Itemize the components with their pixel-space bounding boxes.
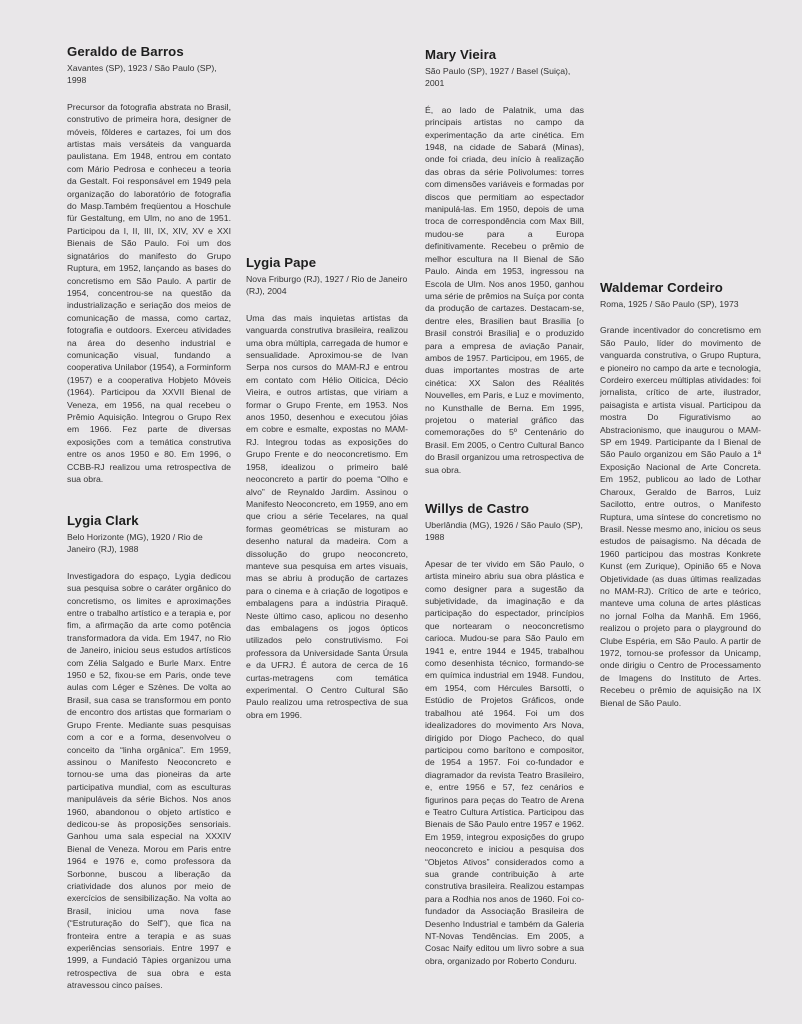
artist-biography: Uma das mais inquietas artistas da vanguarda construtiva brasileira, realizou uma obra múltipla, carregada de humor e sensualidade. Aproximou-se de Ivan Serpa nos cursos do MAM-RJ e entrou em contato com Hélio Oiticica, Décio Vieira, e outros artistas, que viriam a formar o Grupo Frente, em 1953. Nos anos 1950, desenhou e executou jóias em cobre e esmalte, expostas no MAM-RJ. Integrou todas as exposições do Grupo Frente e do neoconcretismo. Em 1958, idealizou o primeiro balé neoconcreto a partir do poema “Olho e alvo” de Reynaldo Jardim. Assinou o Manifesto Neoconcreto, em 1959, ano em que criou a série Tecelares, na qual formas geométricas se misturam ao desenho natural da madeira. Com a dissolução do grupo neoconcreto, manteve sua pesquisa em artes visuais, mas se abriu à produção de cartazes para o cinema e à criação de logotipos e embalagens para a indústria Piraquê. Neste último caso, aplicou no desenho das embalagens os jogos ópticos utilizados pelo construtivismo. Foi professora da Universidade Santa Úrsula e da UFRJ. É autora de cerca de 16 curtas-metragens com temática experimental. O Centro Cultural São Paulo realizou uma retrospectiva de sua obra em 1996. — [246, 312, 408, 720]
artist-birth-death: Roma, 1925 / São Paulo (SP), 1973 — [600, 299, 739, 309]
artist-biography: É, ao lado de Palatnik, uma das principais artistas no campo da experimentação da arte cinética. Em 1948, na cidade de Sabará (Minas), onde foi criada, deu início à realização das obras da série Polivolumes: torres com dimensões variáveis e formadas por discos que permitiam ao espectador manipulá-las. Em 1950, depois de uma troca de correspondência com Max Bill, mudou-se para a Europa definitivamente. Recebeu o prêmio de melhor escultura na II Bienal de São Paulo. Ainda em 1953, ingressou na Escola de Ulm. Nos anos 1950, ganhou uma série de prêmios na Suíça por conta da produção de cartazes. Destacam-se, dentre eles, Brasilien baut Brasilia [o Brasil constrói Brasília] e o produzido para a empresa de aviação Panair, ambos de 1957. Participou, em 1965, de duas importantes mostras de arte cinética: XX Salon des Réalités Nouvelles, em Paris, e Luz e movimento, no Kunsthalle de Berna. Em 1995, projetou o material gráfico das comemorações do 5º Centenário do Brasil. Em 2005, o Centro Cultural Banco do Brasil organizou uma retrospectiva de sua obra. — [425, 104, 584, 475]
entry-geraldo-de-barros — [67, 44, 231, 485]
artist-biography: Precursor da fotografia abstrata no Brasil, construtivo de primeira hora, designer de móveis, fôlderes e cartazes, foi um dos artistas mais versáteis da vanguarda paulistana. Em 1948, entrou em contato com Mário Pedrosa e conheceu a teoria da Gestalt. Foi responsável em 1949 pela organização do laboratório de fotografia do Masp.Também freqüentou a Hoschule für Gestaltung, em Ulm, no ano de 1951. Participou da I, II, III, IX, XIV, XV e XXI Bienais de São Paulo. Foi um dos signatários do manifesto do Grupo Ruptura, em 1952, lançando as bases do concretismo em São Paulo. A partir de 1954, concentrou-se na questão da industrialização e seriação dos meios de comunicação de massa, como cartaz, fotografia e outdoors. Exerceu atividades na área do desenho industrial e comunicação visual, fundando a cooperativa Unilabor (1954), a Forminform (1957) e a cooperativa Hobjeto Móveis (1964). Participou da XXVII Bienal de Veneza, em 1956, na qual recebeu o Prêmio Aquisição. Integrou o Grupo Rex em 1966. Fez parte de diversas exposições com a temática construtiva entre os anos 1950 e 80. Em 1996, o CCBB-RJ realizou uma retrospectiva de sua obra. — [67, 101, 231, 484]
artist-biography: Apesar de ter vivido em São Paulo, o artista mineiro abriu sua obra plástica e como designer para a sugestão da subjetividade, da imaginação e da participação do espectador, princípios que nortearam o neoconcretismo carioca. Mudou-se para São Paulo em 1941 e, entre 1944 e 1945, trabalhou como desenhista técnico, formando-se em química industrial em 1948. Fundou, em 1954, com Hércules Barsotti, o Estúdio de Projetos Gráficos, onde trabalhou até 1964. Foi um dos idealizadores do movimento Ars Nova, dirigido por Diogo Pacheco, do qual participou como barítono e compositor, de 1954 a 1957. Foi co-fundador e diagramador da revista Teatro Brasileiro, e, entre 1956 e 57, fez cenários e figurinos para peças do Teatro de Arena e Teatro Cultura Artística. Participou das Bienais de São Paulo entre 1957 e 1962. Em 1959, integrou exposições do grupo neoconcreto e iniciou a pesquisa dos “Objetos Ativos” considerados como a sua grande contribuição à arte construtiva brasileira. Realizou estampas para a Rodhia nos anos de 1960. Foi co-fundador da Associação Brasileira de Desenho Industrial e também da Galeria NT-Novas Tendências. Em 2005, a Cosac Naify editou um livro sobre a sua obra, organizado por Roberto Conduru. — [425, 558, 584, 966]
artist-name: Geraldo de Barros — [67, 44, 184, 59]
artist-name: Lygia Clark — [67, 513, 139, 528]
artist-name: Lygia Pape — [246, 255, 317, 270]
entry-willys-de-castro — [425, 501, 584, 967]
artist-name: Willys de Castro — [425, 501, 530, 516]
artist-birth-death: Nova Friburgo (RJ), 1927 / Rio de Janeiro (RJ), 2004 — [246, 274, 408, 297]
artist-name: Mary Vieira — [425, 47, 497, 62]
entry-waldemar-cordeiro — [600, 280, 761, 709]
artist-biography: Grande incentivador do concretismo em São Paulo, líder do movimento de vanguarda construtiva, o Grupo Ruptura, e pioneiro no campo da arte e tecnologia, Cordeiro exerceu múltiplas atividades: foi jornalista, crítico de arte, ilustrador, paisagista e artista visual. Participou da mostra Do Figurativismo ao Abstracionismo, que inaugurou o MAM-SP em 1949. Participante da I Bienal de São Paulo organizou em São Paulo a 1ª Exposição Nacional de Arte Concreta. Em 1952, publicou ao lado de Lothar Charoux, Geraldo de Barros, Luiz Sacilotto, entre outros, o Manifesto Ruptura, uma síntese do concretismo no Brasil. Nesse mesmo ano, iniciou os seus estudos de paisagismo. Na década de 1960 participou das mostras Konkrete Kunst (em Zurique), Opinião 65 e Nova Objetividade (as duas últimas realizadas no MAM-RJ). Crítico de arte e teórico, manteve uma coluna de artes plásticas no jornal Folha da Manhã. Em 1966, realizou o projeto para o playground do Clube Espéria, em São Paulo. A partir de 1972, tornou-se professor da Unicamp, onde dirigiu o Centro de Processamento de Imagens do Instituto de Artes. Recebeu o prêmio de aquisição na IX Bienal de São Paulo. — [600, 325, 761, 708]
artist-birth-death: São Paulo (SP), 1927 / Basel (Suiça), 2001 — [425, 66, 571, 89]
entry-lygia-pape — [246, 255, 408, 721]
artist-birth-death: Uberlândia (MG), 1926 / São Paulo (SP), 1988 — [425, 520, 583, 543]
entry-mary-vieira — [425, 47, 584, 476]
artist-birth-death: Belo Horizonte (MG), 1920 / Rio de Janeiro (RJ), 1988 — [67, 532, 203, 555]
entry-lygia-clark — [67, 513, 231, 992]
artist-name: Waldemar Cordeiro — [600, 280, 723, 295]
artist-birth-death: Xavantes (SP), 1923 / São Paulo (SP), 1998 — [67, 63, 217, 86]
artist-biography: Investigadora do espaço, Lygia dedicou sua pesquisa sobre o caráter orgânico do concretismo, os limites e aproximações entre o trabalho artístico e a terapia e, por fim, a afirmação da arte como potência transformadora da vida. Em 1947, no Rio de Janeiro, iniciou seus estudos artísticos com Zélia Salgado e Burle Marx. Entre 1950 e 52, fixou-se em Paris, onde teve aulas com Léger e Szènes. De volta ao Brasil, sua casa se transformou em ponto de encontro dos artistas que formariam o Grupo Frente. Mediante suas pesquisas com a cor e a forma, desenvolveu o conceito da “linha orgânica”. Em 1959, assinou o Manifesto Neoconcreto e tornou-se uma das pioneiras da arte participativa mundial, com as esculturas manipuláveis da série Bichos. Nos anos 1960, abandonou o objeto artístico e dedicou-se às proposições sensoriais. Ganhou uma sala especial na XXXIV Bienal de Veneza. Morou em Paris entre 1964 e 1976 e, como professora da Sorbonne, buscou a liberação da criatividade dos alunos por meio de exercícios de sensibilização. Na volta ao Brasil, iniciou uma nova fase (“Estruturação do Self”), que fica na fronteira entre a terapia e as suas experiências sensoriais. Entre 1997 e 1999, a Fundació Tàpies organizou uma retrospectiva de sua obra e esta atravessou cinco países. — [67, 570, 231, 991]
